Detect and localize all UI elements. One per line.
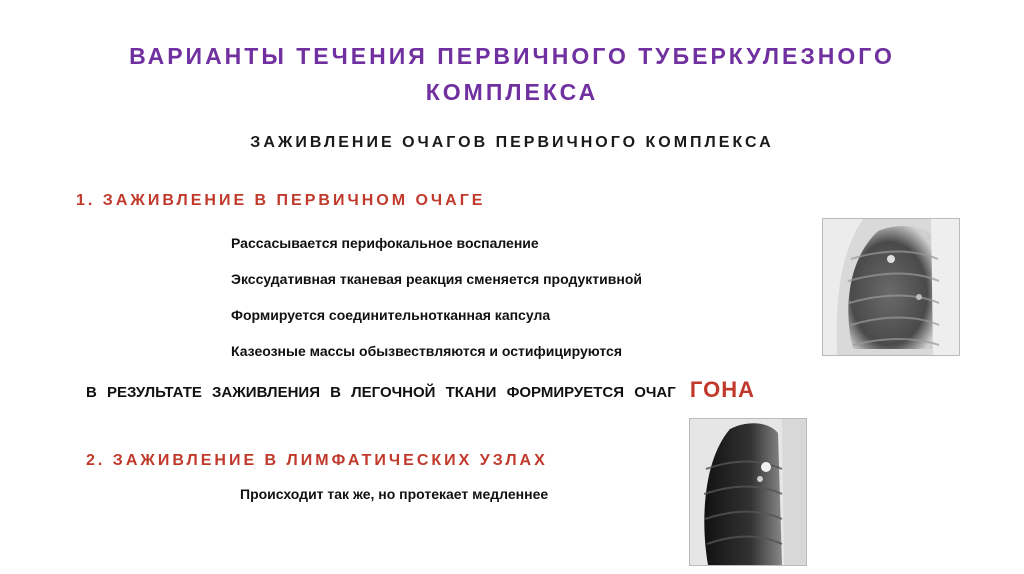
section-1-list — [231, 233, 642, 377]
section-2-heading: 2. ЗАЖИВЛЕНИЕ В ЛИМФАТИЧЕСКИХ УЗЛАХ — [86, 452, 548, 469]
result-highlight: ГОНА — [689, 377, 755, 402]
list-item: Экссудативная тканевая реакция сменяется продуктивной — [231, 271, 642, 287]
section-1-heading: 1. ЗАЖИВЛЕНИЕ В ПЕРВИЧНОМ ОЧАГЕ — [76, 192, 486, 209]
xray-image — [689, 418, 807, 566]
title-line-2: КОМПЛЕКСА — [425, 79, 599, 105]
list-item: Рассасывается перифокальное воспаление — [231, 235, 539, 251]
result-text: В РЕЗУЛЬТАТЕ ЗАЖИВЛЕНИЯ В ЛЕГОЧНОЙ ТКАНИ ФОРМИРУЕТСЯ ОЧАГ — [86, 384, 676, 401]
list-item: Казеозные массы обызвествляются и остифицируются — [231, 343, 622, 359]
slide-subtitle: ЗАЖИВЛЕНИЕ ОЧАГОВ ПЕРВИЧНОГО КОМПЛЕКСА — [250, 134, 774, 151]
xray-image-1 — [823, 219, 959, 355]
xray-image-2 — [690, 419, 806, 565]
list-item: Формируется соединительнотканная капсула — [231, 307, 551, 323]
result-statement — [86, 377, 755, 403]
section-2-note: Происходит так же, но протекает медленнее — [240, 486, 549, 502]
title-line-1: ВАРИАНТЫ ТЕЧЕНИЯ ПЕРВИЧНОГО ТУБЕРКУЛЕЗНОГО — [129, 43, 895, 69]
xray-image — [822, 218, 960, 356]
slide-title — [0, 38, 1024, 110]
